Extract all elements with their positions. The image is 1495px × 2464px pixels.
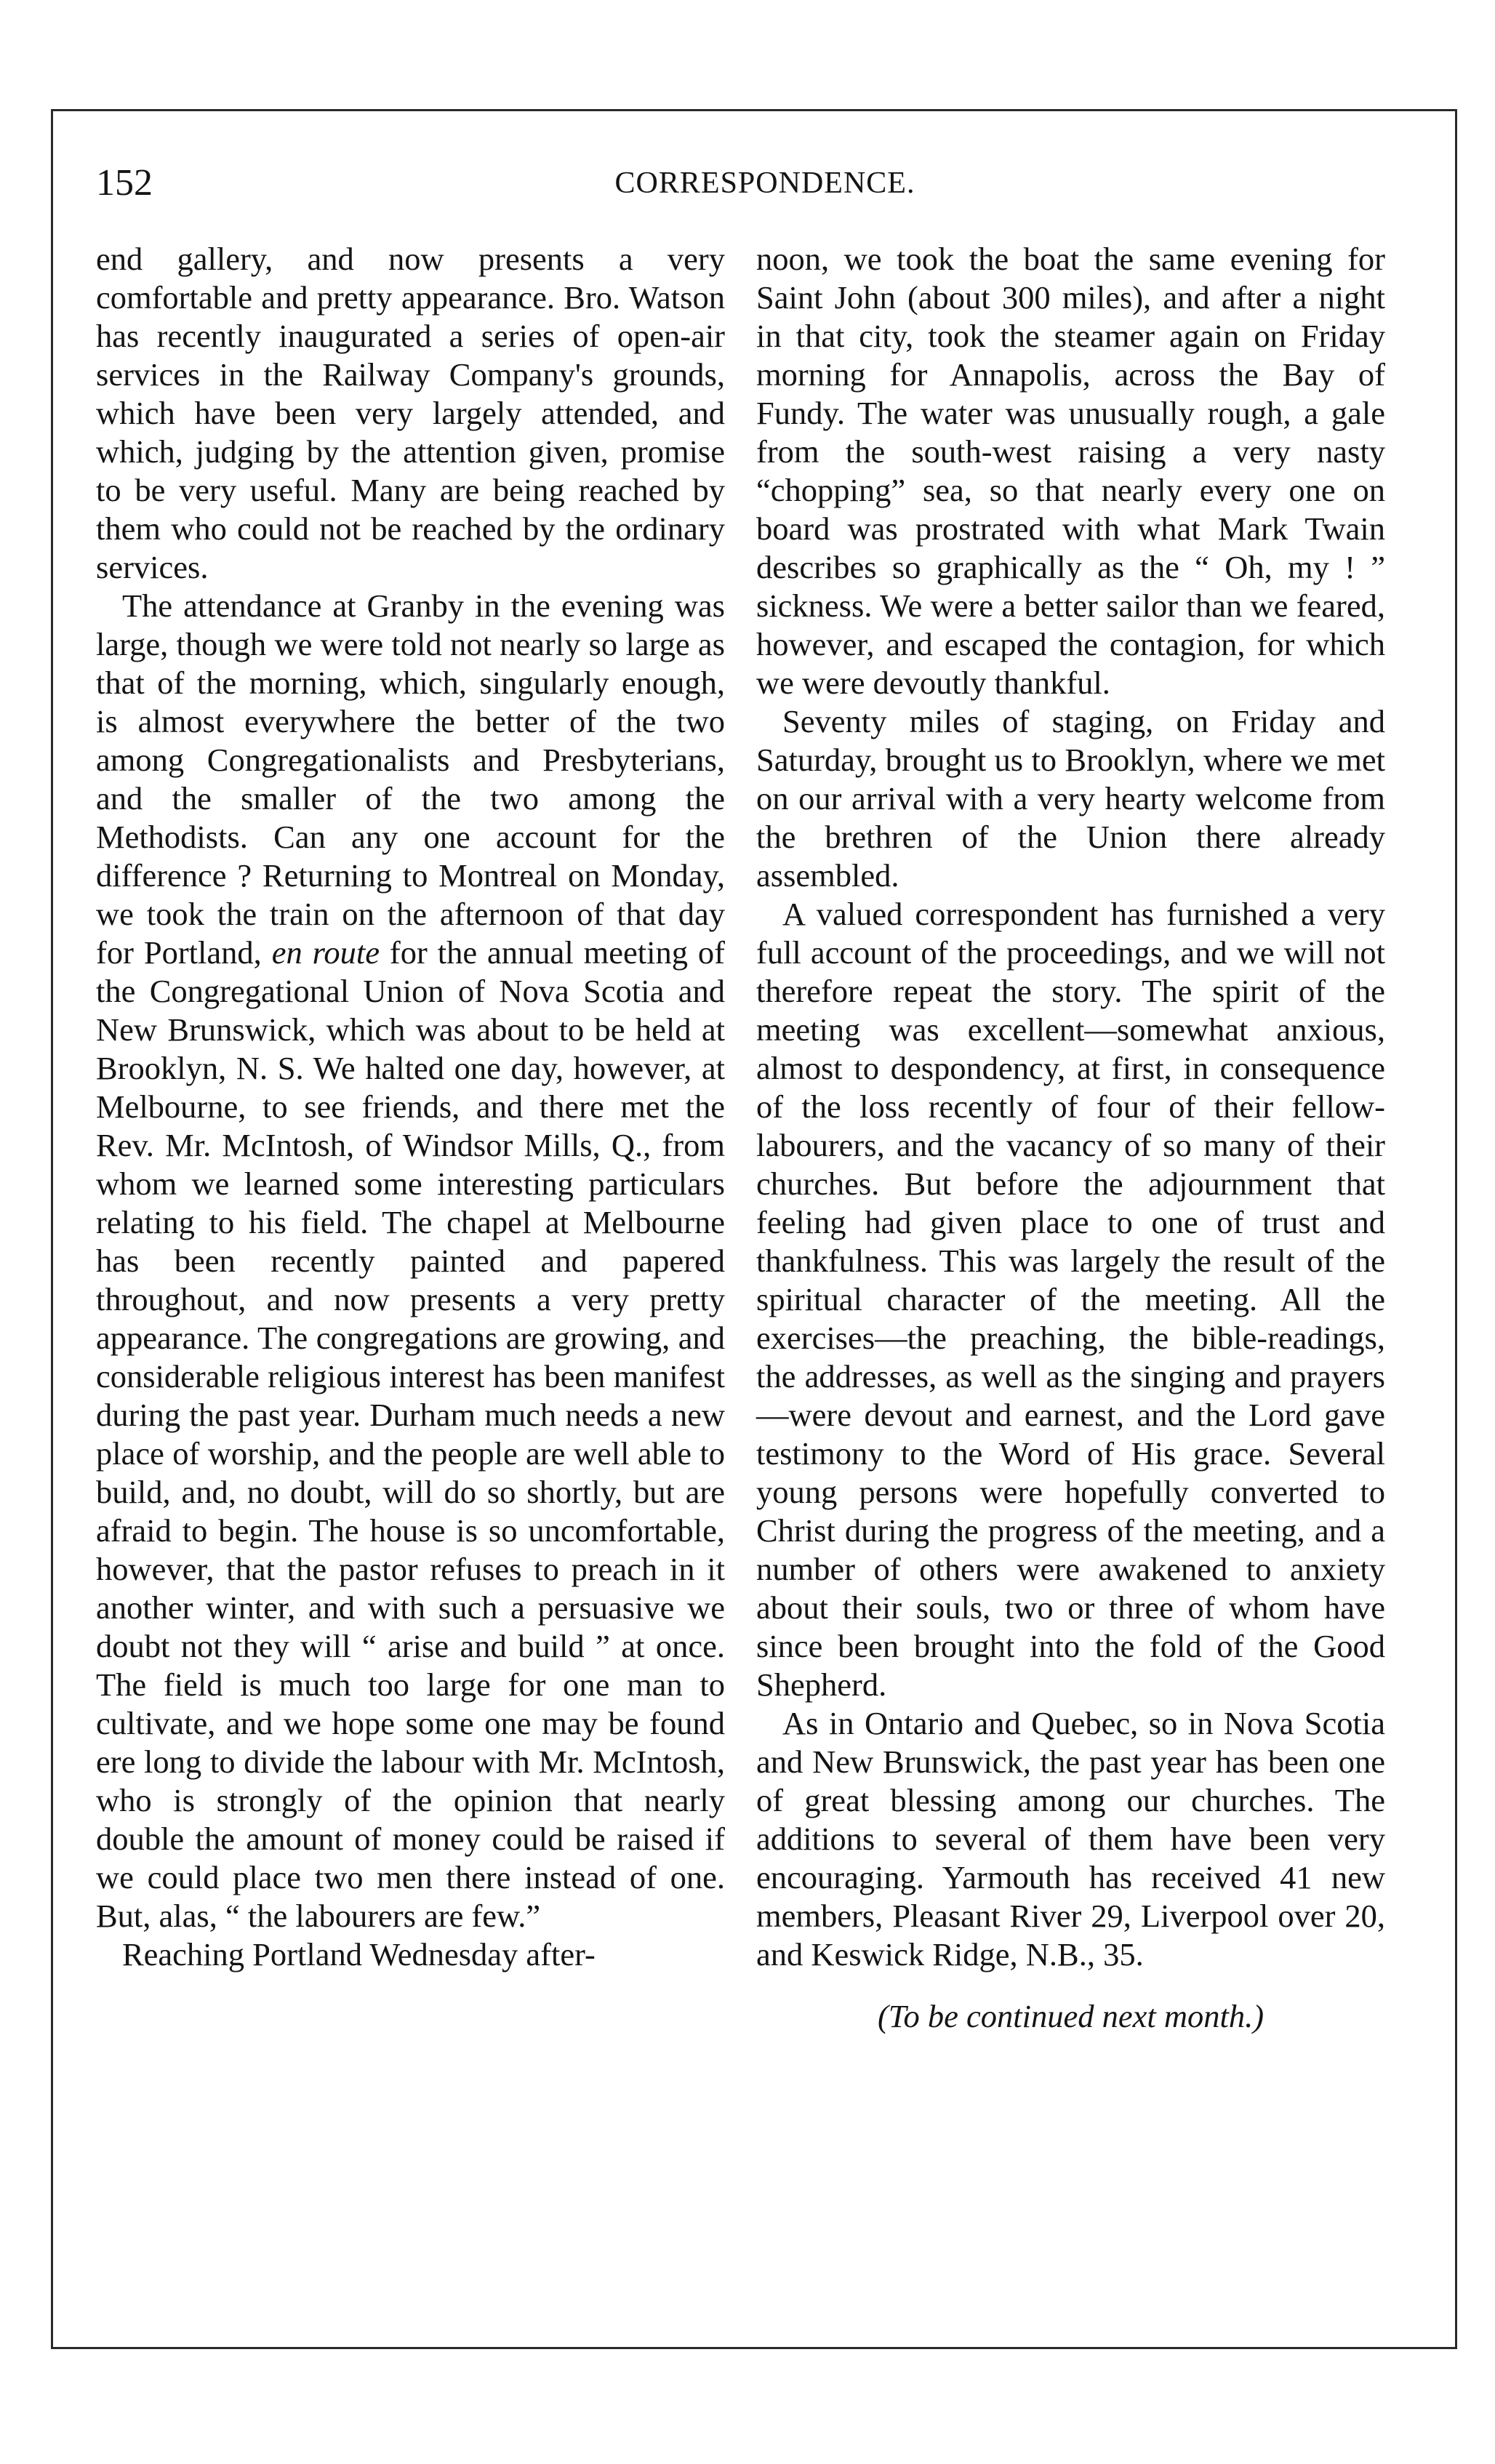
left-paragraph-3: Reaching Portland Wednesday after- [122,1936,596,1973]
right-paragraph-4: As in Ontario and Quebec, so in Nova Scotia and New Brunswick, the past year has been one of great blessing among our churches. The additions to several of them have been very encouraging. Yarmouth has received 41 new members, Pleasant River 29, Liverpool over 20, and Keswick Ridge, N.B., 35. [756,1705,1385,1973]
left-paragraph-1: end gallery, and now presents a very comfortable and pretty appearance. Bro. Watson has recently inaugurated a series of open-air services in the Railway Company's grounds, which have been very largely attended, and which, judging by the attention given, promise to be very useful. Many are being reached by them who could not be reached by the ordinary services. [96,241,725,585]
right-paragraph-1: noon, we took the boat the same evening for Saint John (about 300 miles), and after a night in that city, took the steamer again on Friday morning for Annapolis, across the Bay of Fundy. The water was unusually rough, a gale from the south-west raising a very nasty “chopping” sea, so that nearly every one on board was prostrated with what Mark Twain describes so graphically as the “ Oh, my ! ” sickness. We were a better sailor than we feared, however, and escaped the contagion, for which we were devoutly thankful. [756,241,1385,701]
left-column [96,240,725,1974]
page-number: 152 [96,162,153,204]
left-paragraph-2 [96,587,725,1935]
continued-note: (To be continued next month.) [877,1998,1264,2034]
right-paragraph-3: A valued correspondent has furnished a very full account of the proceedings, and we will not therefore repeat the story. The spirit of the meeting was excellent—somewhat anxious, almost to despondency, at first, in consequence of the loss recently of four of their fellow-labourers, and the vacancy of so many of their churches. But before the adjournment that feeling had given place to one of trust and thankfulness. This was largely the result of the spiritual character of the meeting. All the exercises—the preaching, the bible-readings, the addresses, as well as the singing and prayers—were devout and earnest, and the Lord gave testimony to the Word of His grace. Several young persons were hopefully converted to Christ during the progress of the meeting, and a number of others were awakened to anxiety about their souls, two or three of whom have since been brought into the fold of the Good Shepherd. [756,896,1385,1703]
right-column [756,240,1385,2036]
running-head: CORRESPONDENCE. [614,166,915,200]
left-paragraph-2-part-a: The attendance at Granby in the evening was large, though we were told not nearly so large as that of the morning, which, singularly enough, is almost everywhere the better of the two among Congregationalists and Presbyterians, and the smaller of the two among the Methodists. Can any one account for the difference ? Returning to Montreal on Monday, we took the train on the afternoon of that day for Portland, [96,587,725,971]
italic-en-route: en route [271,934,380,971]
left-paragraph-2-part-b: for the annual meeting of the Congregational Union of Nova Scotia and New Brunswick, which was about to be held at Brooklyn, N. S. We halted one day, however, at Melbourne, to see friends, and there met the Rev. Mr. McIntosh, of Windsor Mills, Q., from whom we learned some interesting particulars relating to his field. The chapel at Melbourne has been recently painted and papered throughout, and now presents a very pretty appearance. The congregations are growing, and considerable religious interest has been manifest during the past year. Durham much needs a new place of worship, and the people are well able to build, and, no doubt, will do so shortly, but are afraid to begin. The house is so uncomfortable, however, that the pastor refuses to preach in it another winter, and with such a persuasive we doubt not they will “ arise and build ” at once. The field is much too large for one man to cultivate, and we hope some one may be found ere long to divide the labour with Mr. McIntosh, who is strongly of the opinion that nearly double the amount of money could be raised if we could place two men there instead of one. But, alas, “ the labourers are few.” [96,934,725,1934]
right-paragraph-2: Seventy miles of staging, on Friday and Saturday, brought us to Brooklyn, where we met on our arrival with a very hearty welcome from the brethren of the Union there already assembled. [756,703,1385,894]
page-header [96,161,1434,212]
